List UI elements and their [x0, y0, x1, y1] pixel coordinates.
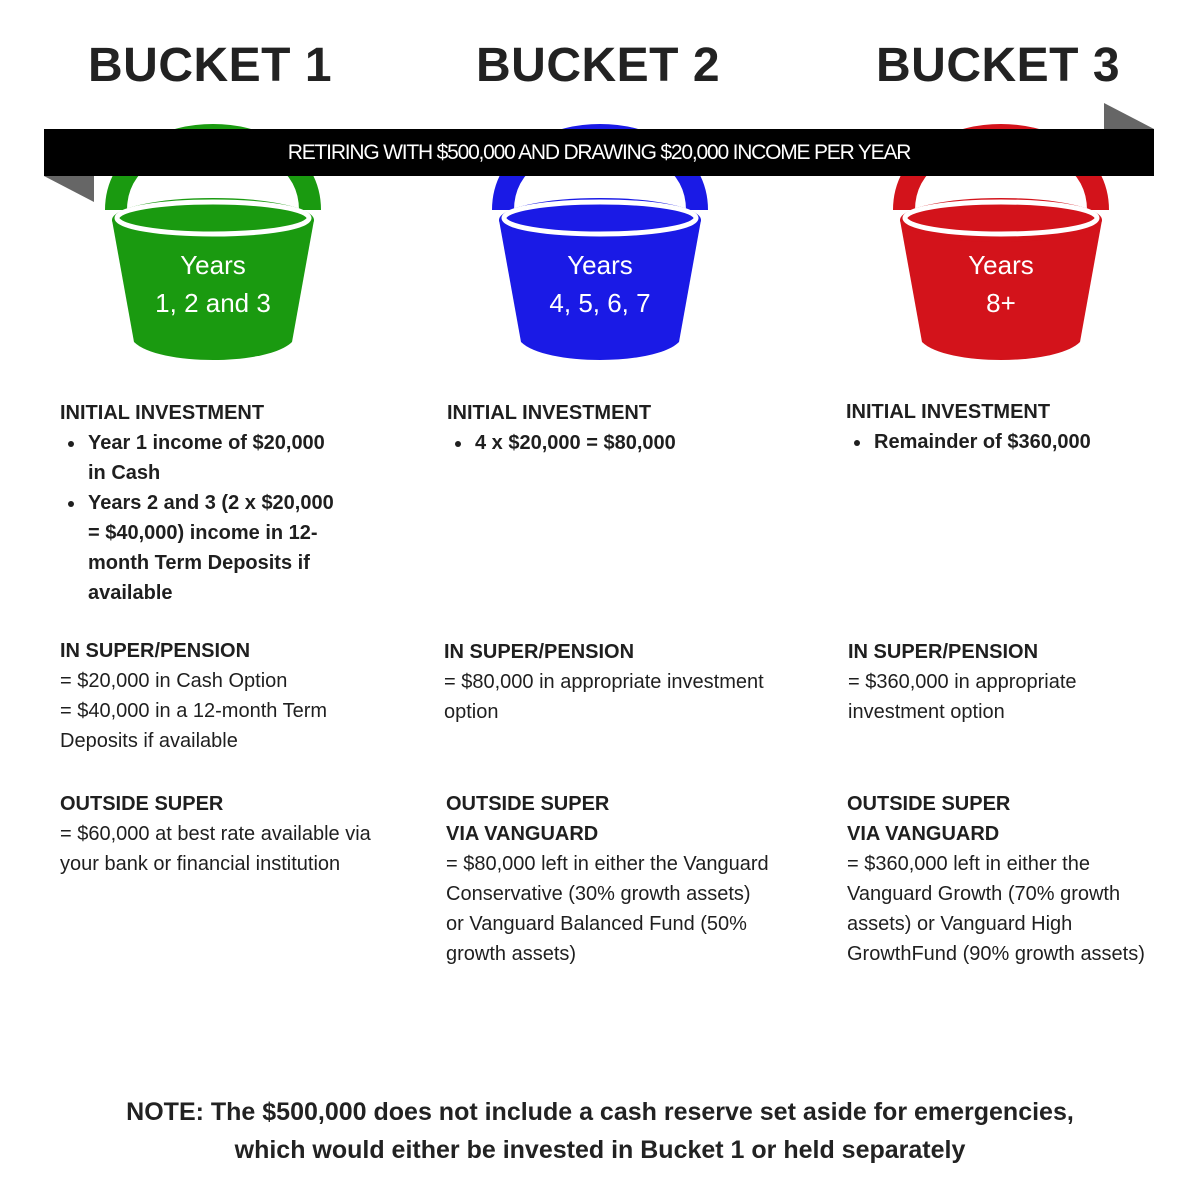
bucket-1-outside-heading: OUTSIDE SUPER: [60, 793, 224, 815]
bucket-3-outside-line: Vanguard Growth (70% growth: [847, 883, 1121, 905]
bucket-1-years-label: Years: [180, 250, 246, 280]
bucket-1-outside-line: your bank or financial institution: [60, 853, 341, 875]
bucket-2-outside-line: growth assets): [446, 943, 577, 965]
bucket-2-outside-line: Conservative (30% growth assets): [446, 883, 751, 905]
bucket-3-initial-heading: INITIAL INVESTMENT: [846, 401, 1051, 423]
bucket-2-super-line: option: [444, 701, 499, 723]
bucket-1-super-line: = $20,000 in Cash Option: [60, 670, 288, 692]
list-item: 4 x $20,000 = $80,000: [475, 428, 787, 458]
list-item: Remainder of $360,000: [874, 427, 1186, 457]
bucket-2-initial-heading: INITIAL INVESTMENT: [447, 402, 652, 424]
bucket-2-title: BUCKET 2: [475, 39, 721, 92]
banner-text: RETIRING WITH $500,000 AND DRAWING $20,000 INCOME PER YEAR: [44, 129, 1154, 176]
bucket-3-initial-list: [846, 427, 1186, 457]
bucket-3-super-line: investment option: [848, 701, 1005, 723]
bucket-2-outside-heading: OUTSIDE SUPER: [446, 793, 610, 815]
bucket-1-super-heading: IN SUPER/PENSION: [60, 640, 251, 662]
list-item: Years 2 and 3 (2 x $20,000 = $40,000) income in 12- month Term Deposits if available: [88, 488, 400, 608]
bucket-2-years-label: Years: [567, 250, 633, 280]
footnote-line-2: which would either be invested in Bucket 1 or held separately: [234, 1136, 966, 1164]
bucket-3-initial-section: [846, 397, 1186, 457]
bucket-1-initial-heading: INITIAL INVESTMENT: [60, 402, 265, 424]
bucket-3-outside-section: [847, 789, 1197, 969]
footnote-line-1: NOTE: The $500,000 does not include a cash reserve set aside for emergencies,: [126, 1098, 1074, 1126]
bucket-2-super-section: [444, 637, 814, 727]
bucket-2-initial-section: [447, 398, 787, 458]
list-item: Year 1 income of $20,000 in Cash: [88, 428, 400, 488]
bucket-2-super-heading: IN SUPER/PENSION: [444, 641, 635, 663]
bucket-1-title: BUCKET 1: [87, 39, 333, 92]
bucket-1-outside-line: = $60,000 at best rate available via: [60, 823, 371, 845]
bucket-2-outside-line: or Vanguard Balanced Fund (50%: [446, 913, 747, 935]
bucket-1-super-line: = $40,000 in a 12-month Term: [60, 700, 328, 722]
bucket-3-outside-line: GrowthFund (90% growth assets): [847, 943, 1145, 965]
bucket-2-outside-section: [446, 789, 826, 969]
bucket-3-super-section: [848, 637, 1188, 727]
bucket-2-outside-subheading: VIA VANGUARD: [446, 823, 599, 845]
bucket-1-initial-section: [60, 398, 400, 608]
bucket-3-super-heading: IN SUPER/PENSION: [848, 641, 1039, 663]
ribbon-left-fold: [44, 176, 94, 202]
bucket-3-outside-line: = $360,000 left in either the: [847, 853, 1090, 875]
bucket-2-initial-list: [447, 428, 787, 458]
ribbon-right-fold: [1104, 103, 1154, 129]
bucket-2-outside-line: = $80,000 left in either the Vanguard: [446, 853, 769, 875]
bucket-2-super-line: = $80,000 in appropriate investment: [444, 671, 764, 693]
bucket-1-super-section: [60, 636, 420, 756]
bucket-3-outside-subheading: VIA VANGUARD: [847, 823, 1000, 845]
bucket-2-years-range: 4, 5, 6, 7: [549, 288, 651, 318]
bucket-3-title: BUCKET 3: [875, 39, 1121, 92]
bucket-1-outside-section: [60, 789, 430, 879]
bucket-3-outside-heading: OUTSIDE SUPER: [847, 793, 1011, 815]
footnote: [20, 1093, 1180, 1169]
bucket-3-outside-line: assets) or Vanguard High: [847, 913, 1073, 935]
bucket-3-super-line: = $360,000 in appropriate: [848, 671, 1077, 693]
bucket-1-initial-list: [60, 428, 400, 608]
bucket-3-years-label: Years: [968, 250, 1034, 280]
bucket-1-super-line: Deposits if available: [60, 730, 238, 752]
bucket-1-years-range: 1, 2 and 3: [155, 288, 271, 318]
bucket-3-years-range: 8+: [986, 288, 1016, 318]
timeline-ribbon: [0, 0, 1200, 220]
